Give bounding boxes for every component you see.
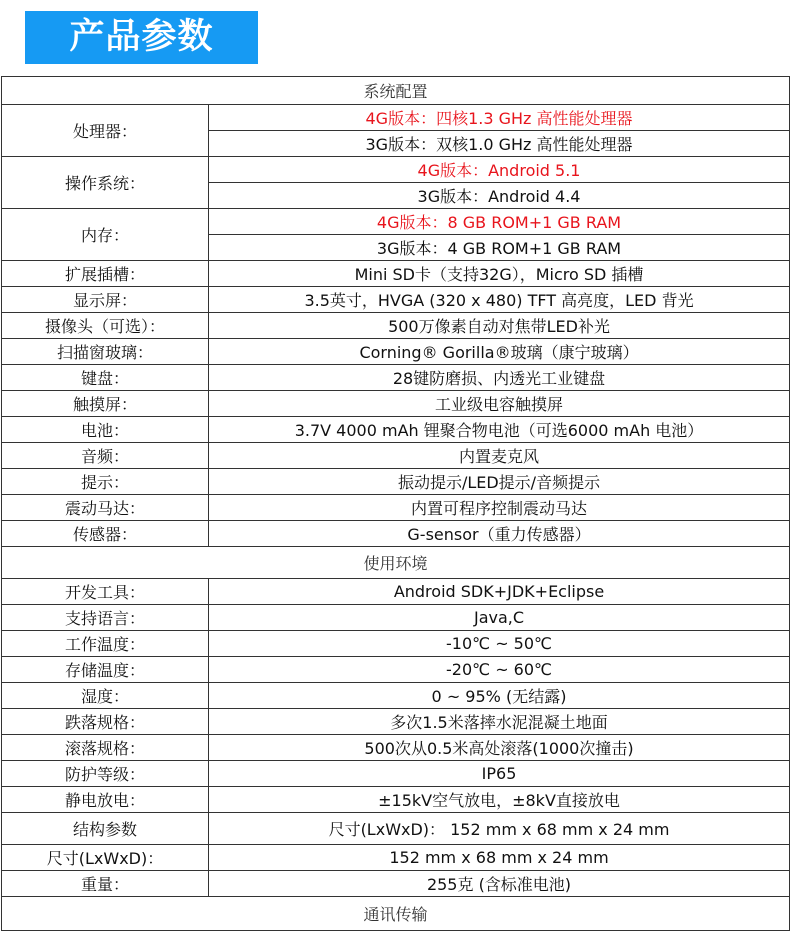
keypad-label: 键盘：	[2, 365, 209, 391]
table-row	[2, 631, 790, 657]
audio-label: 音频：	[2, 443, 209, 469]
table-row	[2, 871, 790, 897]
vibrate-value: 内置可程序控制震动马达	[209, 495, 790, 521]
table-row	[2, 209, 790, 235]
struct-value: 尺寸(LxWxD)： 152 mm x 68 mm x 24 mm	[209, 813, 790, 845]
keypad-value: 28键防磨损、内透光工业键盘	[209, 365, 790, 391]
slot-label: 扩展插槽：	[2, 261, 209, 287]
table-row	[2, 683, 790, 709]
table-row	[2, 365, 790, 391]
section-system: 系统配置	[2, 77, 790, 105]
table-row	[2, 469, 790, 495]
sttemp-value: -20℃ ~ 60℃	[209, 657, 790, 683]
weight-value: 255克 (含标准电池)	[209, 871, 790, 897]
camera-value: 500万像素自动对焦带LED补光	[209, 313, 790, 339]
os-4g-value: 4G版本：Android 5.1	[209, 157, 790, 183]
weight-label: 重量：	[2, 871, 209, 897]
esd-value: ±15kV空气放电，±8kV直接放电	[209, 787, 790, 813]
notify-label: 提示：	[2, 469, 209, 495]
os-label: 操作系统：	[2, 157, 209, 209]
dim-value: 152 mm x 68 mm x 24 mm	[209, 845, 790, 871]
cpu-label: 处理器：	[2, 105, 209, 157]
drop-label: 跌落规格：	[2, 709, 209, 735]
mem-4g-value: 4G版本：8 GB ROM+1 GB RAM	[209, 209, 790, 235]
esd-label: 静电放电：	[2, 787, 209, 813]
tumble-label: 滚落规格：	[2, 735, 209, 761]
table-row	[2, 521, 790, 547]
battery-label: 电池：	[2, 417, 209, 443]
table-row	[2, 339, 790, 365]
vibrate-label: 震动马达：	[2, 495, 209, 521]
humid-label: 湿度：	[2, 683, 209, 709]
sensor-value: G-sensor（重力传感器）	[209, 521, 790, 547]
humid-value: 0 ~ 95% (无结露)	[209, 683, 790, 709]
camera-label: 摄像头（可选）：	[2, 313, 209, 339]
sttemp-label: 存储温度：	[2, 657, 209, 683]
table-row	[2, 787, 790, 813]
table-row	[2, 417, 790, 443]
sensor-label: 传感器：	[2, 521, 209, 547]
dim-label: 尺寸(LxWxD)：	[2, 845, 209, 871]
cpu-4g-value: 4G版本：四核1.3 GHz 高性能处理器	[209, 105, 790, 131]
table-row	[2, 579, 790, 605]
table-row	[2, 657, 790, 683]
table-row	[2, 845, 790, 871]
table-row	[2, 261, 790, 287]
optemp-label: 工作温度：	[2, 631, 209, 657]
lang-value: Java,C	[209, 605, 790, 631]
table-row	[2, 761, 790, 787]
drop-value: 多次1.5米落摔水泥混凝土地面	[209, 709, 790, 735]
table-row	[2, 495, 790, 521]
devtools-value: Android SDK+JDK+Eclipse	[209, 579, 790, 605]
table-row	[2, 735, 790, 761]
section-environment: 使用环境	[2, 547, 790, 579]
table-row	[2, 709, 790, 735]
optemp-value: -10℃ ~ 50℃	[209, 631, 790, 657]
ip-value: IP65	[209, 761, 790, 787]
table-row	[2, 391, 790, 417]
scanwin-label: 扫描窗玻璃：	[2, 339, 209, 365]
page-title: 产品参数	[25, 11, 258, 64]
lang-label: 支持语言：	[2, 605, 209, 631]
table-row	[2, 313, 790, 339]
display-value: 3.5英寸，HVGA (320 x 480) TFT 高亮度，LED 背光	[209, 287, 790, 313]
notify-value: 振动提示/LED提示/音频提示	[209, 469, 790, 495]
scanwin-value: Corning® Gorilla®玻璃（康宁玻璃）	[209, 339, 790, 365]
struct-label: 结构参数	[2, 813, 209, 845]
table-row	[2, 813, 790, 845]
audio-value: 内置麦克风	[209, 443, 790, 469]
ip-label: 防护等级：	[2, 761, 209, 787]
slot-value: Mini SD卡（支持32G），Micro SD 插槽	[209, 261, 790, 287]
table-row	[2, 443, 790, 469]
table-row	[2, 105, 790, 131]
table-row	[2, 287, 790, 313]
table-row	[2, 605, 790, 631]
section-comm: 通讯传输	[2, 897, 790, 931]
table-row	[2, 157, 790, 183]
devtools-label: 开发工具：	[2, 579, 209, 605]
spec-table	[1, 76, 790, 931]
os-3g-value: 3G版本：Android 4.4	[209, 183, 790, 209]
touch-value: 工业级电容触摸屏	[209, 391, 790, 417]
touch-label: 触摸屏：	[2, 391, 209, 417]
cpu-3g-value: 3G版本：双核1.0 GHz 高性能处理器	[209, 131, 790, 157]
mem-3g-value: 3G版本：4 GB ROM+1 GB RAM	[209, 235, 790, 261]
battery-value: 3.7V 4000 mAh 锂聚合物电池（可选6000 mAh 电池）	[209, 417, 790, 443]
mem-label: 内存：	[2, 209, 209, 261]
tumble-value: 500次从0.5米高处滚落(1000次撞击)	[209, 735, 790, 761]
display-label: 显示屏：	[2, 287, 209, 313]
